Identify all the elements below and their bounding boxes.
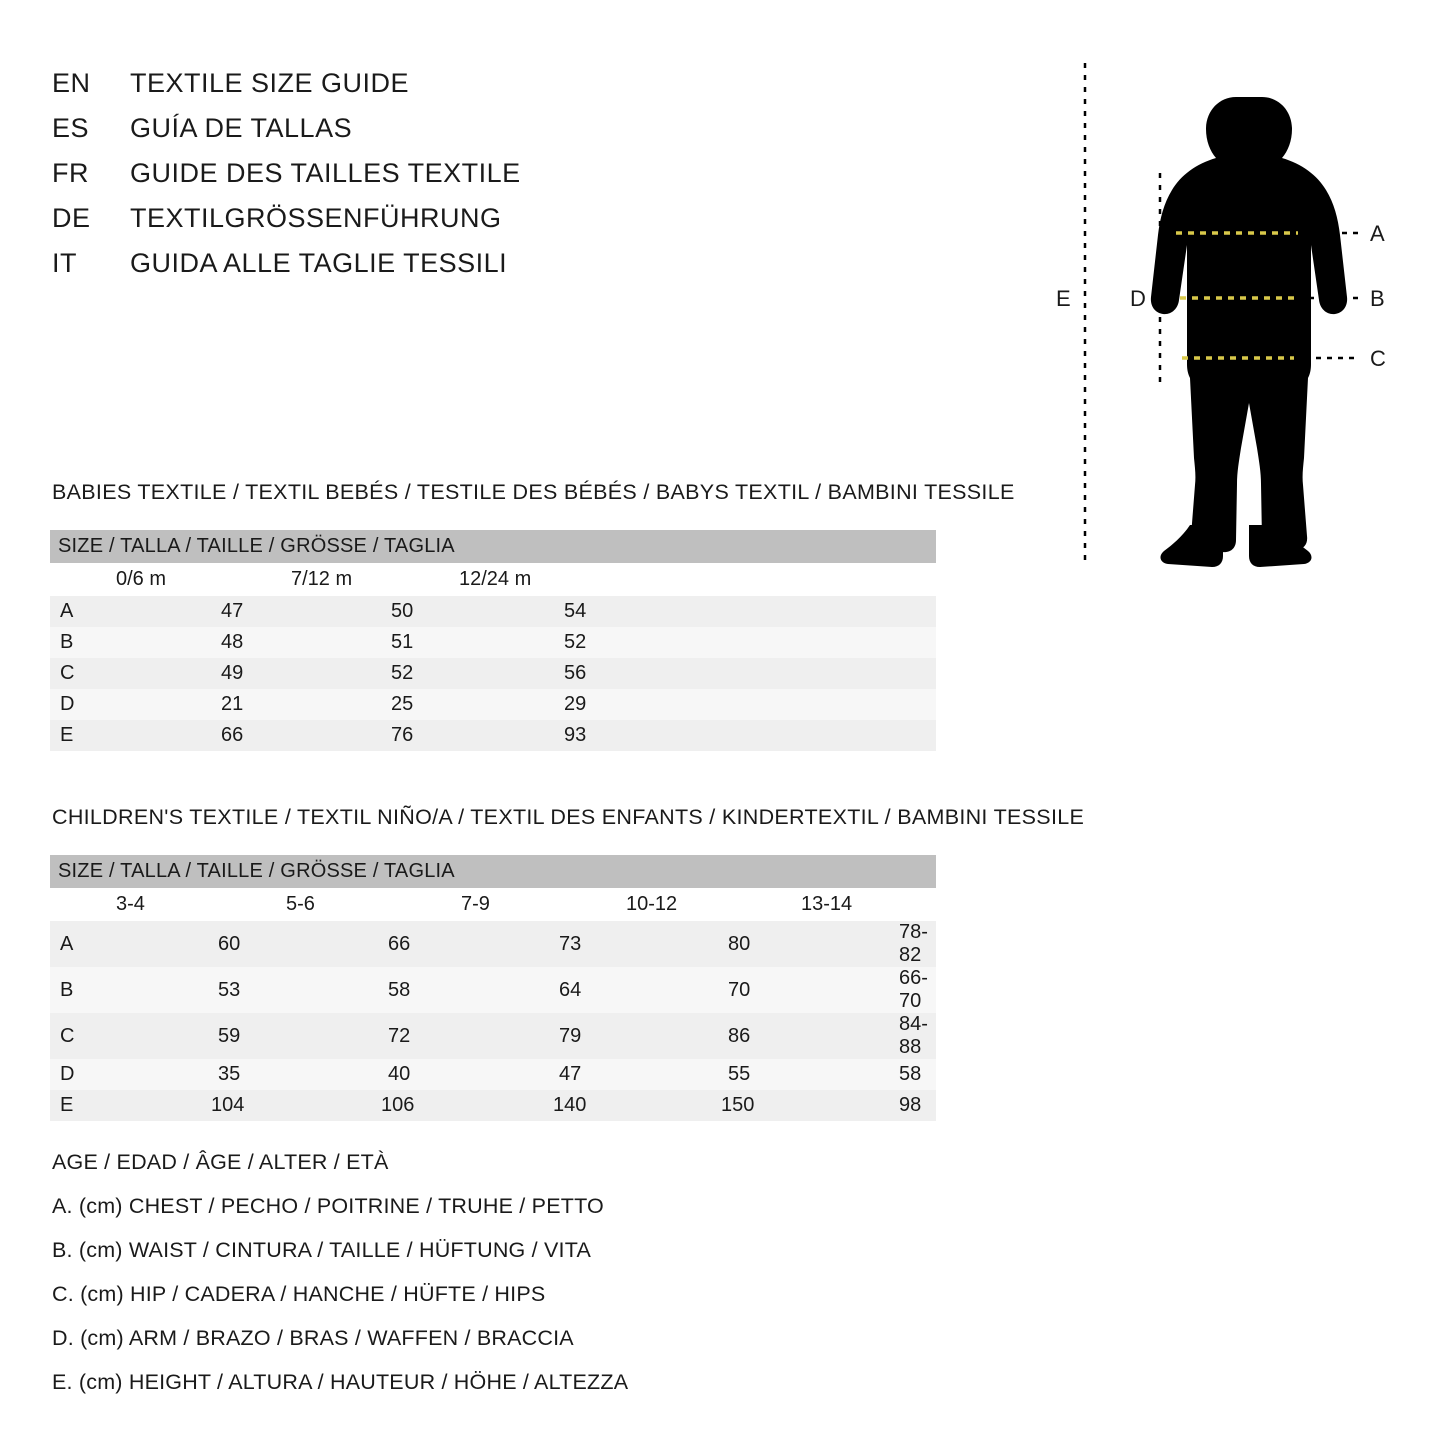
table-row (50, 596, 936, 627)
children-row-label-e: E (50, 1090, 106, 1121)
children-row-label-c: C (50, 1013, 106, 1059)
children-d-4: 58 (791, 1059, 936, 1090)
babies-row-label-d: D (50, 689, 106, 720)
title-block (52, 68, 672, 293)
babies-col-1: 7/12 m (281, 563, 449, 596)
children-c-4: 84-88 (791, 1013, 936, 1059)
babies-e-0: 66 (106, 720, 281, 751)
table-row (50, 720, 936, 751)
babies-b-0: 48 (106, 627, 281, 658)
children-c-3: 86 (616, 1013, 791, 1059)
babies-header-row (50, 563, 936, 596)
children-a-1: 66 (276, 921, 451, 967)
measurement-figure (1040, 55, 1420, 575)
babies-row-label-c: C (50, 658, 106, 689)
figure-label-a: A (1370, 221, 1385, 246)
legend-line-arm: D. (cm) ARM / BRAZO / BRAS / WAFFEN / BRACCIA (52, 1326, 574, 1350)
title-text-fr: GUIDE DES TAILLES TEXTILE (130, 158, 521, 188)
babies-a-0: 47 (106, 596, 281, 627)
children-band-row (50, 855, 936, 888)
title-row-en (52, 68, 672, 113)
children-e-2: 140 (451, 1090, 616, 1121)
babies-b-2: 52 (449, 627, 936, 658)
title-text-es: GUÍA DE TALLAS (130, 113, 353, 143)
babies-size-table (50, 530, 936, 751)
title-lang-es: ES (52, 113, 90, 143)
babies-c-0: 49 (106, 658, 281, 689)
children-a-0: 60 (106, 921, 276, 967)
children-b-4: 66-70 (791, 967, 936, 1013)
children-b-1: 58 (276, 967, 451, 1013)
legend-line-age: AGE / EDAD / ÂGE / ALTER / ETÀ (52, 1150, 389, 1174)
babies-row-label-b: B (50, 627, 106, 658)
children-b-0: 53 (106, 967, 276, 1013)
children-col-1: 5-6 (276, 888, 451, 921)
title-text-en: TEXTILE SIZE GUIDE (130, 68, 410, 98)
children-d-0: 35 (106, 1059, 276, 1090)
table-row (50, 1090, 936, 1121)
legend-line-hip: C. (cm) HIP / CADERA / HANCHE / HÜFTE / HIPS (52, 1282, 546, 1306)
babies-c-2: 56 (449, 658, 936, 689)
babies-col-0: 0/6 m (106, 563, 281, 596)
babies-a-2: 54 (449, 596, 936, 627)
children-e-1: 106 (276, 1090, 451, 1121)
title-lang-de: DE (52, 203, 91, 233)
table-row (50, 689, 936, 720)
children-col-4: 13-14 (791, 888, 936, 921)
title-row-it (52, 248, 672, 293)
babies-d-0: 21 (106, 689, 281, 720)
children-c-0: 59 (106, 1013, 276, 1059)
babies-header-corner (50, 563, 106, 596)
babies-band-row (50, 530, 936, 563)
children-col-3: 10-12 (616, 888, 791, 921)
child-silhouette-icon (1151, 97, 1347, 567)
babies-d-2: 29 (449, 689, 936, 720)
children-e-0: 104 (106, 1090, 276, 1121)
figure-label-d: D (1130, 286, 1146, 311)
children-header-corner (50, 888, 106, 921)
children-d-1: 40 (276, 1059, 451, 1090)
children-a-4: 78-82 (791, 921, 936, 967)
children-d-3: 55 (616, 1059, 791, 1090)
legend-line-height: E. (cm) HEIGHT / ALTURA / HAUTEUR / HÖHE / ALTEZZA (52, 1370, 629, 1394)
title-lang-it: IT (52, 248, 77, 278)
legend-block (52, 1140, 812, 1404)
title-row-fr (52, 158, 672, 203)
children-b-2: 64 (451, 967, 616, 1013)
babies-row-label-e: E (50, 720, 106, 751)
title-text-de: TEXTILGRÖSSENFÜHRUNG (130, 203, 502, 233)
table-row (50, 1013, 936, 1059)
figure-label-e: E (1056, 286, 1071, 311)
babies-band-label: SIZE / TALLA / TAILLE / GRÖSSE / TAGLIA (50, 530, 936, 563)
children-c-2: 79 (451, 1013, 616, 1059)
babies-a-1: 50 (281, 596, 449, 627)
table-row (50, 1059, 936, 1090)
table-row (50, 921, 936, 967)
babies-col-2: 12/24 m (449, 563, 936, 596)
children-col-0: 3-4 (106, 888, 276, 921)
babies-row-label-a: A (50, 596, 106, 627)
table-row (50, 627, 936, 658)
children-b-3: 70 (616, 967, 791, 1013)
children-col-2: 7-9 (451, 888, 616, 921)
table-row (50, 967, 936, 1013)
title-row-de (52, 203, 672, 248)
children-c-1: 72 (276, 1013, 451, 1059)
title-row-es (52, 113, 672, 158)
children-header-row (50, 888, 936, 921)
figure-label-b: B (1370, 286, 1385, 311)
babies-c-1: 52 (281, 658, 449, 689)
children-e-3: 150 (616, 1090, 791, 1121)
legend-line-chest: A. (cm) CHEST / PECHO / POITRINE / TRUHE / PETTO (52, 1194, 604, 1218)
children-size-table (50, 855, 936, 1121)
children-row-label-b: B (50, 967, 106, 1013)
children-row-label-a: A (50, 921, 106, 967)
children-d-2: 47 (451, 1059, 616, 1090)
babies-e-1: 76 (281, 720, 449, 751)
children-a-3: 80 (616, 921, 791, 967)
legend-line-waist: B. (cm) WAIST / CINTURA / TAILLE / HÜFTUNG / VITA (52, 1238, 591, 1262)
children-e-4: 98 (791, 1090, 936, 1121)
babies-e-2: 93 (449, 720, 936, 751)
title-text-it: GUIDA ALLE TAGLIE TESSILI (130, 248, 508, 278)
children-a-2: 73 (451, 921, 616, 967)
babies-b-1: 51 (281, 627, 449, 658)
children-section-heading: CHILDREN'S TEXTILE / TEXTIL NIÑO/A / TEXTIL DES ENFANTS / KINDERTEXTIL / BAMBINI TESSILE (52, 805, 1085, 829)
table-row (50, 658, 936, 689)
children-band-label: SIZE / TALLA / TAILLE / GRÖSSE / TAGLIA (50, 855, 936, 888)
children-row-label-d: D (50, 1059, 106, 1090)
title-lang-en: EN (52, 68, 91, 98)
babies-section-heading: BABIES TEXTILE / TEXTIL BEBÉS / TESTILE DES BÉBÉS / BABYS TEXTIL / BAMBINI TESSILE (52, 480, 1015, 504)
babies-d-1: 25 (281, 689, 449, 720)
figure-label-c: C (1370, 346, 1386, 371)
title-lang-fr: FR (52, 158, 89, 188)
